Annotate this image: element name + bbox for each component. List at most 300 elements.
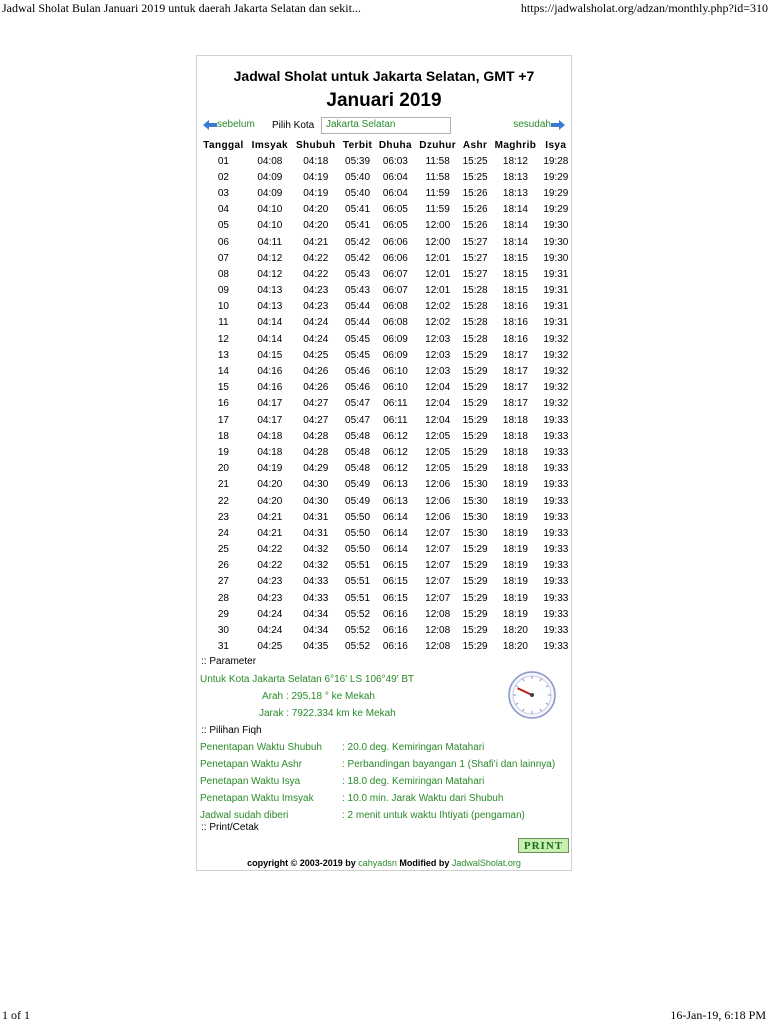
table-cell: 06:12 [382, 430, 408, 442]
city-coordinates: Untuk Kota Jakarta Selatan 6°16' LS 106°49' BT [200, 674, 415, 685]
table-row [199, 315, 571, 331]
table-cell: 15:29 [462, 608, 488, 620]
table-cell: 19:33 [543, 592, 569, 604]
table-cell: 12:06 [425, 479, 451, 491]
table-row [199, 218, 571, 234]
table-cell: 19:33 [543, 479, 569, 491]
qibla-compass-icon [507, 670, 557, 720]
table-cell: 06:14 [382, 527, 408, 539]
table-cell: 17 [217, 414, 229, 426]
table-cell: 12:03 [425, 366, 451, 378]
table-cell: 05:48 [345, 430, 371, 442]
table-cell: 19:31 [543, 285, 569, 297]
table-cell: 15:27 [462, 268, 488, 280]
table-cell: 04:18 [257, 430, 283, 442]
table-cell: 04:21 [257, 511, 283, 523]
table-cell: 18:19 [502, 527, 528, 539]
table-cell: 19:30 [543, 236, 569, 248]
table-row [199, 412, 571, 428]
table-row [199, 331, 571, 347]
table-cell: 12:07 [425, 560, 451, 572]
table-cell: 04:20 [303, 204, 329, 216]
table-cell: 18:14 [502, 204, 528, 216]
fiqh-value: : 2 menit untuk waktu Ihtiyati (pengaman) [342, 810, 525, 821]
table-cell: 15:25 [462, 155, 488, 167]
table-cell: 12 [217, 333, 229, 345]
table-cell: 04:31 [303, 527, 329, 539]
table-cell: 01 [217, 155, 229, 167]
table-row [199, 525, 571, 541]
table-cell: 04:12 [257, 252, 283, 264]
print-header-title: Jadwal Sholat Bulan Januari 2019 untuk daerah Jakarta Selatan dan sekit... [2, 1, 361, 15]
table-cell: 05:44 [345, 317, 371, 329]
table-row [199, 153, 571, 169]
table-row [199, 542, 571, 558]
table-cell: 04:33 [303, 592, 329, 604]
table-cell: 19:31 [543, 301, 569, 313]
table-cell: 12:06 [425, 495, 451, 507]
table-cell: 06:05 [382, 204, 408, 216]
table-cell: 04:20 [257, 495, 283, 507]
table-cell: 06 [217, 236, 229, 248]
table-cell: 05:50 [345, 511, 371, 523]
fiqh-value: : 20.0 deg. Kemiringan Matahari [342, 742, 485, 753]
table-cell: 05:50 [345, 527, 371, 539]
table-cell: 19:33 [543, 430, 569, 442]
table-cell: 04:09 [257, 187, 283, 199]
table-cell: 06:10 [382, 366, 408, 378]
table-cell: 19:29 [543, 204, 569, 216]
table-cell: 18:19 [502, 560, 528, 572]
fiqh-label: Jadwal sudah diberi [200, 810, 289, 821]
table-cell: 04:10 [257, 204, 283, 216]
table-cell: 04:18 [303, 155, 329, 167]
table-cell: 04:25 [257, 641, 283, 653]
table-row [199, 299, 571, 315]
table-cell: 04:26 [303, 382, 329, 394]
table-cell: 06:07 [382, 268, 408, 280]
table-cell: 04:15 [257, 349, 283, 361]
table-cell: 04:22 [257, 544, 283, 556]
table-row [199, 558, 571, 574]
next-month-link[interactable] [513, 119, 565, 130]
table-row [199, 590, 571, 606]
table-cell: 04:35 [303, 641, 329, 653]
table-cell: 15:30 [462, 479, 488, 491]
table-cell: 15:30 [462, 527, 488, 539]
table-cell: 06:12 [382, 463, 408, 475]
table-cell: 06:13 [382, 479, 408, 491]
table-cell: 12:05 [425, 446, 451, 458]
fiqh-label: Penetapan Waktu Ashr [200, 759, 302, 770]
column-header: Dhuha [378, 140, 412, 151]
print-heading: :: Print/Cetak [201, 822, 259, 833]
table-cell: 12:08 [425, 608, 451, 620]
table-cell: 19:32 [543, 382, 569, 394]
table-cell: 06:10 [382, 382, 408, 394]
table-cell: 15:27 [462, 252, 488, 264]
table-cell: 18:13 [502, 187, 528, 199]
table-cell: 15:28 [462, 285, 488, 297]
table-cell: 05:50 [345, 544, 371, 556]
table-cell: 28 [217, 592, 229, 604]
qibla-direction: Arah : 295.18 ° ke Mekah [262, 691, 375, 702]
table-cell: 04:22 [303, 268, 329, 280]
column-header: Imsyak [251, 140, 288, 151]
table-cell: 04:13 [257, 285, 283, 297]
table-cell: 12:01 [425, 268, 451, 280]
table-cell: 19:33 [543, 625, 569, 637]
table-cell: 18:17 [502, 382, 528, 394]
table-cell: 04:23 [257, 592, 283, 604]
column-header: Ashr [462, 140, 488, 151]
table-cell: 18:19 [502, 608, 528, 620]
table-row [199, 428, 571, 444]
table-cell: 18 [217, 430, 229, 442]
table-cell: 12:07 [425, 592, 451, 604]
table-cell: 04:20 [303, 220, 329, 232]
table-cell: 19 [217, 446, 229, 458]
print-button[interactable]: PRINT [518, 838, 569, 853]
table-cell: 12:05 [425, 463, 451, 475]
table-cell: 15:25 [462, 171, 488, 183]
table-cell: 18:15 [502, 268, 528, 280]
table-cell: 15:29 [462, 592, 488, 604]
table-cell: 05:51 [345, 576, 371, 588]
table-cell: 23 [217, 511, 229, 523]
table-cell: 12:03 [425, 349, 451, 361]
table-cell: 06:16 [382, 608, 408, 620]
table-cell: 05:51 [345, 560, 371, 572]
print-header [0, 0, 768, 18]
table-cell: 04:16 [257, 382, 283, 394]
table-cell: 04:23 [303, 285, 329, 297]
distance-to-mecca: Jarak : 7922.334 km ke Mekah [259, 708, 396, 719]
table-cell: 05:47 [345, 414, 371, 426]
copyright-prefix: copyright © 2003-2019 by [247, 858, 356, 868]
table-cell: 04:24 [257, 625, 283, 637]
table-row [199, 169, 571, 185]
table-body [199, 153, 571, 655]
copyright-middle: Modified by [399, 858, 450, 868]
table-cell: 12:08 [425, 641, 451, 653]
table-row [199, 461, 571, 477]
table-cell: 05:47 [345, 398, 371, 410]
table-cell: 04:27 [303, 414, 329, 426]
table-row [199, 363, 571, 379]
table-cell: 04:28 [303, 430, 329, 442]
table-cell: 05:51 [345, 592, 371, 604]
print-footer [0, 1008, 768, 1024]
table-cell: 19:33 [543, 527, 569, 539]
table-cell: 30 [217, 625, 229, 637]
print-date: 16-Jan-19, 6:18 PM [670, 1008, 766, 1022]
table-cell: 04:24 [257, 608, 283, 620]
table-cell: 29 [217, 608, 229, 620]
table-cell: 10 [217, 301, 229, 313]
table-cell: 06:06 [382, 236, 408, 248]
table-row [199, 185, 571, 201]
table-cell: 06:11 [383, 414, 408, 426]
column-header: Isya [545, 140, 567, 151]
table-cell: 04:21 [257, 527, 283, 539]
table-cell: 06:07 [382, 285, 408, 297]
table-cell: 15:29 [462, 544, 488, 556]
table-cell: 08 [217, 268, 229, 280]
table-cell: 12:06 [425, 511, 451, 523]
column-header: Tanggal [203, 140, 244, 151]
table-row [199, 622, 571, 638]
author-link[interactable]: cahyadsn [358, 858, 397, 868]
table-cell: 06:11 [383, 398, 408, 410]
table-cell: 19:31 [543, 268, 569, 280]
table-cell: 15:29 [462, 446, 488, 458]
table-cell: 19:32 [543, 398, 569, 410]
table-cell: 18:16 [502, 333, 528, 345]
table-cell: 04:28 [303, 446, 329, 458]
table-cell: 15:30 [462, 511, 488, 523]
table-cell: 04:12 [257, 268, 283, 280]
table-cell: 05:46 [345, 366, 371, 378]
table-cell: 18:17 [502, 366, 528, 378]
month-title: Januari 2019 [326, 90, 442, 111]
table-cell: 19:33 [543, 608, 569, 620]
table-cell: 13 [217, 349, 229, 361]
table-cell: 18:20 [502, 641, 528, 653]
table-cell: 06:14 [382, 511, 408, 523]
table-cell: 16 [217, 398, 229, 410]
table-cell: 18:13 [502, 171, 528, 183]
table-cell: 19:33 [543, 414, 569, 426]
table-cell: 15:26 [462, 204, 488, 216]
table-cell: 05:45 [345, 333, 371, 345]
table-cell: 15:29 [462, 414, 488, 426]
table-cell: 19:30 [543, 220, 569, 232]
table-cell: 12:04 [425, 414, 451, 426]
table-cell: 15:28 [462, 333, 488, 345]
table-cell: 15:28 [462, 301, 488, 313]
table-cell: 04:19 [303, 171, 329, 183]
table-cell: 04:32 [303, 544, 329, 556]
table-cell: 05:48 [345, 446, 371, 458]
table-cell: 18:19 [502, 576, 528, 588]
table-cell: 15:29 [462, 398, 488, 410]
table-cell: 12:04 [425, 398, 451, 410]
navigation-row [197, 118, 571, 136]
table-cell: 19:33 [543, 511, 569, 523]
fiqh-value: : Perbandingan bayangan 1 (Shafi'i dan lainnya) [342, 759, 556, 770]
table-cell: 19:33 [543, 576, 569, 588]
table-cell: 06:13 [382, 495, 408, 507]
table-cell: 04:34 [303, 608, 329, 620]
table-cell: 06:15 [382, 576, 408, 588]
fiqh-value: : 18.0 deg. Kemiringan Matahari [342, 776, 485, 787]
table-cell: 04:08 [257, 155, 283, 167]
table-cell: 04:20 [257, 479, 283, 491]
table-cell: 03 [217, 187, 229, 199]
table-cell: 09 [217, 285, 229, 297]
table-cell: 05:46 [345, 382, 371, 394]
table-cell: 19:33 [543, 495, 569, 507]
table-row [199, 283, 571, 299]
table-cell: 19:33 [543, 446, 569, 458]
table-cell: 05 [217, 220, 229, 232]
table-cell: 04:23 [303, 301, 329, 313]
table-cell: 18:17 [502, 398, 528, 410]
table-cell: 05:48 [345, 463, 371, 475]
table-cell: 04:34 [303, 625, 329, 637]
table-cell: 15:29 [462, 463, 488, 475]
table-cell: 11:58 [425, 155, 450, 167]
column-header: Maghrib [494, 140, 537, 151]
table-cell: 19:33 [543, 544, 569, 556]
table-cell: 15:29 [462, 382, 488, 394]
table-cell: 05:41 [345, 204, 371, 216]
table-cell: 04:13 [257, 301, 283, 313]
table-cell: 06:03 [382, 155, 408, 167]
table-cell: 06:08 [382, 301, 408, 313]
table-row [199, 509, 571, 525]
table-cell: 06:15 [382, 560, 408, 572]
table-cell: 06:05 [382, 220, 408, 232]
table-cell: 04:33 [303, 576, 329, 588]
table-row [199, 444, 571, 460]
table-cell: 05:44 [345, 301, 371, 313]
table-cell: 15:29 [462, 366, 488, 378]
table-cell: 25 [217, 544, 229, 556]
table-cell: 12:02 [425, 317, 451, 329]
table-cell: 20 [217, 463, 229, 475]
table-cell: 05:52 [345, 641, 371, 653]
table-cell: 12:01 [425, 285, 451, 297]
column-header: Dzuhur [419, 140, 457, 151]
table-cell: 26 [217, 560, 229, 572]
table-cell: 04:17 [257, 414, 283, 426]
table-cell: 02 [217, 171, 229, 183]
table-cell: 19:32 [543, 333, 569, 345]
table-cell: 04:19 [303, 187, 329, 199]
table-cell: 06:04 [382, 187, 408, 199]
table-cell: 15:29 [462, 625, 488, 637]
arrow-right-icon [551, 120, 565, 129]
table-cell: 06:04 [382, 171, 408, 183]
table-cell: 15:29 [462, 349, 488, 361]
table-cell: 05:52 [345, 608, 371, 620]
table-cell: 04:17 [257, 398, 283, 410]
table-row [199, 606, 571, 622]
table-cell: 14 [217, 366, 229, 378]
table-cell: 12:01 [425, 252, 451, 264]
table-cell: 04:11 [257, 236, 282, 248]
table-cell: 18:19 [502, 479, 528, 491]
table-cell: 04:22 [303, 252, 329, 264]
table-cell: 18:19 [502, 592, 528, 604]
table-cell: 06:08 [382, 317, 408, 329]
table-cell: 04:16 [257, 366, 283, 378]
table-row [199, 639, 571, 655]
table-cell: 05:43 [345, 268, 371, 280]
table-cell: 15:29 [462, 430, 488, 442]
table-cell: 06:09 [382, 333, 408, 345]
table-cell: 04:21 [303, 236, 329, 248]
table-cell: 19:33 [543, 560, 569, 572]
fiqh-label: Penetapan Waktu Imsyak [200, 793, 314, 804]
copyright [197, 858, 571, 868]
table-cell: 04:23 [257, 576, 283, 588]
table-cell: 18:15 [502, 285, 528, 297]
print-header-url: https://jadwalsholat.org/adzan/monthly.php?id=310 [520, 1, 768, 15]
table-cell: 04:22 [257, 560, 283, 572]
table-cell: 12:07 [425, 527, 451, 539]
table-row [199, 347, 571, 363]
table-cell: 12:00 [425, 220, 451, 232]
parameter-heading: :: Parameter [201, 656, 257, 667]
table-cell: 04:14 [257, 317, 283, 329]
table-cell: 22 [217, 495, 229, 507]
table-cell: 04:10 [257, 220, 283, 232]
table-cell: 05:45 [345, 349, 371, 361]
city-select[interactable]: Jakarta Selatan [321, 117, 451, 134]
site-link[interactable]: JadwalSholat.org [451, 858, 521, 868]
table-cell: 19:32 [543, 349, 569, 361]
table-cell: 15:27 [462, 236, 488, 248]
column-header: Terbit [342, 140, 373, 151]
table-cell: 18:18 [502, 463, 528, 475]
table-row [199, 493, 571, 509]
table-cell: 19:28 [543, 155, 569, 167]
table-cell: 18:12 [502, 155, 528, 167]
table-cell: 04:14 [257, 333, 283, 345]
table-cell: 18:17 [502, 349, 528, 361]
table-cell: 05:49 [345, 479, 371, 491]
fiqh-label: Penetapan Waktu Isya [200, 776, 301, 787]
table-cell: 04 [217, 204, 229, 216]
table-row [199, 396, 571, 412]
table-cell: 15:29 [462, 560, 488, 572]
page-count: 1 of 1 [2, 1008, 30, 1022]
table-cell: 12:07 [425, 576, 451, 588]
table-cell: 04:18 [257, 446, 283, 458]
previous-month-link[interactable] [203, 119, 255, 130]
table-cell: 12:08 [425, 625, 451, 637]
page-title: Jadwal Sholat untuk Jakarta Selatan, GMT +7 [233, 68, 535, 84]
table-cell: 18:18 [502, 446, 528, 458]
table-row [199, 266, 571, 282]
table-cell: 12:07 [425, 544, 451, 556]
table-cell: 05:39 [345, 155, 371, 167]
next-month-label: sesudah [513, 119, 551, 130]
table-cell: 06:16 [382, 641, 408, 653]
table-row [199, 380, 571, 396]
table-cell: 05:52 [345, 625, 371, 637]
table-cell: 19:31 [543, 317, 569, 329]
table-cell: 12:04 [425, 382, 451, 394]
fiqh-heading: :: Pilihan Fiqh [201, 725, 262, 736]
table-row [199, 477, 571, 493]
arrow-left-icon [203, 120, 217, 129]
table-cell: 06:15 [382, 592, 408, 604]
table-cell: 05:40 [345, 171, 371, 183]
table-cell: 04:26 [303, 366, 329, 378]
table-cell: 15:26 [462, 220, 488, 232]
table-cell: 05:42 [345, 252, 371, 264]
table-cell: 19:29 [543, 171, 569, 183]
fiqh-label: Penentapan Waktu Shubuh [200, 742, 322, 753]
table-cell: 18:15 [502, 252, 528, 264]
table-cell: 18:19 [502, 495, 528, 507]
table-cell: 11:59 [425, 204, 450, 216]
table-cell: 05:42 [345, 236, 371, 248]
